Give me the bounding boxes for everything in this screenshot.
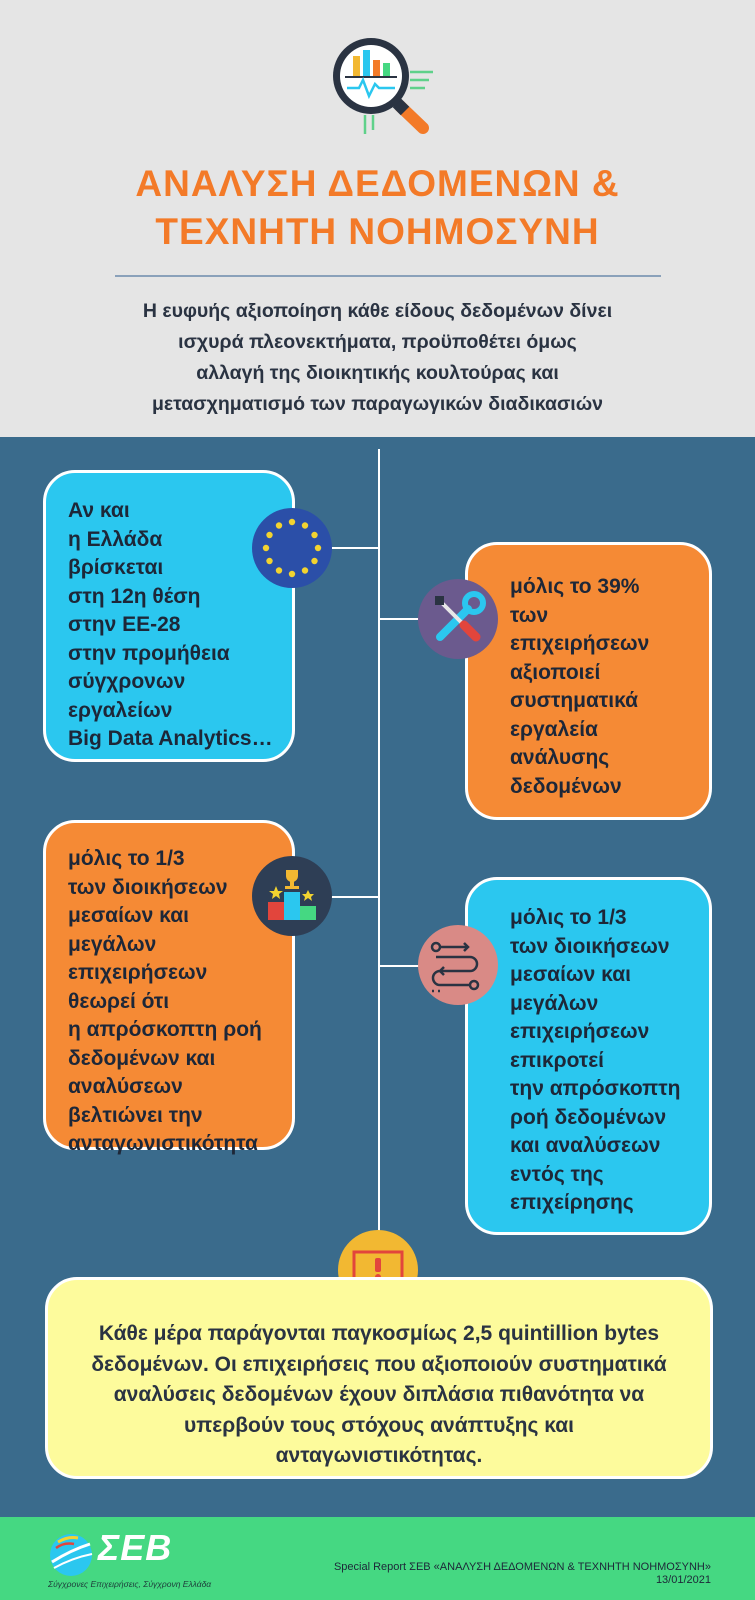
card-line: βρίσκεται [68,556,164,579]
sev-logo-mark-icon [48,1532,94,1578]
card-line: εργαλεία [510,717,598,741]
podium-trophy-icon [252,856,332,936]
card-line: στην προμήθεια [68,641,230,665]
subtitle-line: μετασχηματισμό των παραγωγικών διαδικασιών [151,393,604,415]
card-line: η απρόσκοπτη ροή [68,1018,262,1041]
report-credit [334,1561,711,1587]
card-line: μεσαίων και [68,904,189,927]
card-line: επιχειρήσεων [510,632,650,655]
card-line: Αν και [68,499,130,522]
page-title [0,160,755,256]
card-line: των διοικήσεων [510,934,670,958]
card-line: συστηματικά [510,689,639,712]
fact-card-data-flow [465,877,712,1235]
tools-icon [418,579,498,659]
summary-line: υπερβούν τους στόχους ανάπτυξης και [183,1413,575,1437]
data-analysis-magnifier-icon [325,30,437,142]
card-line: των [510,603,549,627]
card-line: μόλις το 39% [510,575,640,598]
card-line: επιχειρήσεων [68,961,208,984]
subtitle [60,296,695,420]
card-line: επιχειρήσεων [510,1020,650,1043]
title-divider [115,275,661,277]
sev-tagline: Σύγχρονες Επιχειρήσεις, Σύγχρονη Ελλάδα [48,1579,212,1589]
card-line: την απρόσκοπτη [510,1077,681,1100]
summary-line: Κάθε μέρα παράγονται παγκοσμίως 2,5 quintillion bytes [98,1322,660,1345]
card-line: στη 12η θέση [68,584,201,608]
card-line: βελτιώνει την [68,1103,203,1127]
header-section [0,0,755,437]
card-line: μεγάλων [510,991,599,1015]
subtitle-line: ισχυρά πλεονεκτήματα, προϋποθέτει όμως [178,331,577,353]
card-text [510,904,680,1218]
report-date: 13/01/2021 [655,1574,711,1586]
card-text [68,845,262,1159]
summary-box [45,1277,713,1479]
data-flow-icon [418,925,498,1005]
card-line: Big Data Analytics… [68,727,273,750]
subtitle-line: Η ευφυής αξιοποίηση κάθε είδους δεδομένων δίνει [142,300,613,322]
card-line: ανάλυσης [510,746,610,769]
card-line: μεσαίων και [510,963,631,986]
card-line: των διοικήσεων [68,875,228,899]
card-line: και αναλύσεων [510,1134,661,1157]
card-line: σύγχρονων [68,670,186,693]
card-line: ροή δεδομένων [510,1105,667,1129]
title-line: ΤΕΧΝΗΤΗ ΝΟΗΜΟΣΥΝΗ [155,211,600,252]
card-line: αξιοποιεί [510,660,601,684]
sev-logo-text: ΣΕΒ [98,1527,173,1568]
summary-line: ανταγωνιστικότητας. [275,1444,483,1467]
card-line: δεδομένων [510,774,622,798]
card-line: μεγάλων [68,932,157,956]
card-line: μόλις το 1/3 [510,906,627,929]
report-title: Special Report ΣΕΒ «ΑΝΑΛΥΣΗ ΔΕΔΟΜΕΝΩΝ & ΤΕΧΝΗΤΗ ΝΟΗΜΟΣΥΝΗ» [333,1561,711,1573]
card-text [510,573,649,801]
card-text [68,497,273,754]
timeline-line [378,449,380,1239]
summary-line: δεδομένων. Οι επιχειρήσεις που αξιοποιούν συστηματικά [91,1352,667,1376]
card-line: ανταγωνιστικότητα [68,1132,258,1155]
card-line: εντός της [510,1162,604,1186]
card-line: θεωρεί ότι [68,989,170,1013]
eu-flag-icon [252,508,332,588]
card-line: μόλις το 1/3 [68,847,185,870]
card-line: επιχείρησης [510,1191,634,1214]
card-line: δεδομένων και [68,1046,216,1070]
subtitle-line: αλλαγή της διοικητικής κουλτούρας και [196,362,559,384]
card-line: στην ΕΕ-28 [68,613,181,636]
fact-card-analytics-adoption [465,542,712,820]
summary-line: αναλύσεις δεδομένων έχουν διπλάσια πιθανότητα να [113,1383,645,1406]
card-line: επικροτεί [510,1048,604,1072]
card-line: εργαλείων [68,698,173,722]
card-line: αναλύσεων [68,1075,183,1098]
title-line: ΑΝΑΛΥΣΗ ΔΕΔΟΜΕΝΩΝ & [135,163,620,204]
card-line: η Ελλάδα [68,527,163,551]
